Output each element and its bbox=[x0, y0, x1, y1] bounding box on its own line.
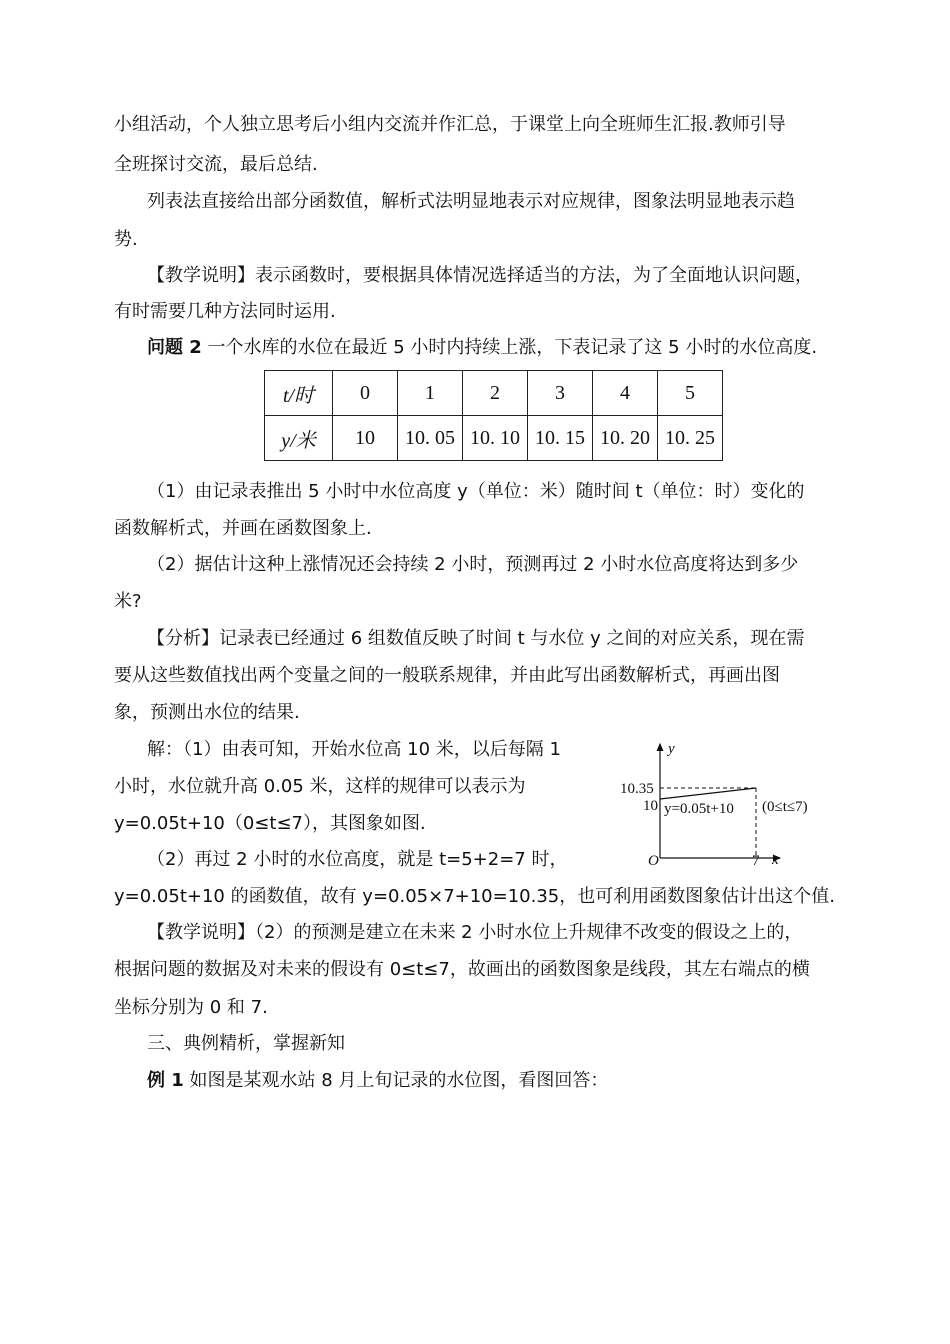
example-1-text: 如图是某观水站 8 月上旬记录的水位图，看图回答： bbox=[189, 1070, 609, 1091]
table-cell: 0 bbox=[333, 371, 398, 416]
section-heading: 三、典例精析，掌握新知 bbox=[147, 1033, 345, 1054]
water-level-table bbox=[264, 370, 723, 461]
teaching-note-line: 有时需要几种方法同时运用. bbox=[114, 301, 336, 322]
paragraph-line: 列表法直接给出部分函数值，解析式法明显地表示对应规律，图象法明显地表示趋 bbox=[147, 191, 795, 212]
analysis-line: 要从这些数值找出两个变量之间的一般联系规律，并由此写出函数解析式，再画出图 bbox=[114, 665, 780, 686]
x-tick-7: 7 bbox=[752, 853, 760, 869]
table-cell: 10. 10 bbox=[463, 416, 528, 461]
question-1-line: 函数解析式，并画在函数图象上. bbox=[114, 518, 372, 539]
analysis-line: 象，预测出水位的结果. bbox=[114, 702, 300, 723]
y-tick-10: 10 bbox=[643, 798, 658, 814]
table-cell: 10. 15 bbox=[528, 416, 593, 461]
table-header-level: y/米 bbox=[265, 416, 333, 461]
paragraph-line: 小组活动，个人独立思考后小组内交流并作汇总，于课堂上向全班师生汇报.教师引导 bbox=[114, 114, 786, 135]
question-2-line: 米? bbox=[114, 591, 142, 612]
domain-label: (0≤t≤7) bbox=[762, 799, 808, 815]
problem-2-label: 问题 2 bbox=[147, 337, 202, 358]
table-cell: 1 bbox=[398, 371, 463, 416]
teaching-note-line: 坐标分别为 0 和 7. bbox=[114, 997, 268, 1018]
solution-line: y=0.05t+10（0≤t≤7），其图象如图. bbox=[114, 813, 426, 834]
table-header-time: t/时 bbox=[265, 371, 333, 416]
solution-line: （2）再过 2 小时的水位高度，就是 t=5+2=7 时， bbox=[147, 849, 568, 870]
teaching-note-line: 根据问题的数据及对未来的假设有 0≤t≤7，故画出的函数图象是线段，其左右端点的横 bbox=[114, 959, 810, 980]
example-1-label: 例 1 bbox=[147, 1070, 184, 1091]
function-graph bbox=[612, 738, 844, 872]
table-cell: 2 bbox=[463, 371, 528, 416]
teaching-note-line: 【教学说明】（2）的预测是建立在未来 2 小时水位上升规律不改变的假设之上的， bbox=[147, 922, 803, 943]
x-axis-label: x bbox=[772, 852, 779, 868]
analysis-line: 【分析】记录表已经通过 6 组数值反映了时间 t 与水位 y 之间的对应关系，现在需 bbox=[147, 628, 805, 649]
table-cell: 10. 20 bbox=[593, 416, 658, 461]
table-cell: 4 bbox=[593, 371, 658, 416]
question-1-line: （1）由记录表推出 5 小时中水位高度 y（单位：米）随时间 t（单位：时）变化的 bbox=[147, 481, 805, 502]
origin-label: O bbox=[648, 853, 659, 869]
table-cell: 3 bbox=[528, 371, 593, 416]
solution-line: 小时，水位就升高 0.05 米，这样的规律可以表示为 bbox=[114, 776, 526, 797]
solution-line: 解：（1）由表可知，开始水位高 10 米，以后每隔 1 bbox=[147, 739, 561, 760]
table-cell: 10. 05 bbox=[398, 416, 463, 461]
table-row bbox=[265, 371, 723, 416]
table-row bbox=[265, 416, 723, 461]
example-1 bbox=[147, 1068, 608, 1094]
table-cell: 10. 25 bbox=[658, 416, 723, 461]
teaching-note-line: 【教学说明】表示函数时，要根据具体情况选择适当的方法，为了全面地认识问题， bbox=[147, 265, 813, 286]
solution-line: y=0.05t+10 的函数值，故有 y=0.05×7+10=10.35，也可利用函数图象估计出这个值. bbox=[114, 886, 835, 907]
problem-2 bbox=[147, 335, 817, 361]
function-equation: y=0.05t+10 bbox=[664, 801, 734, 817]
function-segment bbox=[660, 788, 756, 799]
y-tick-10-35: 10.35 bbox=[620, 781, 654, 797]
question-2-line: （2）据估计这种上涨情况还会持续 2 小时，预测再过 2 小时水位高度将达到多少 bbox=[147, 554, 799, 575]
table-cell: 10 bbox=[333, 416, 398, 461]
paragraph-line: 全班探讨交流，最后总结. bbox=[114, 154, 318, 175]
table-cell: 5 bbox=[658, 371, 723, 416]
y-axis-label: y bbox=[668, 741, 675, 757]
paragraph-line: 势. bbox=[114, 229, 138, 250]
problem-2-text: 一个水库的水位在最近 5 小时内持续上涨，下表记录了这 5 小时的水位高度. bbox=[207, 337, 818, 358]
